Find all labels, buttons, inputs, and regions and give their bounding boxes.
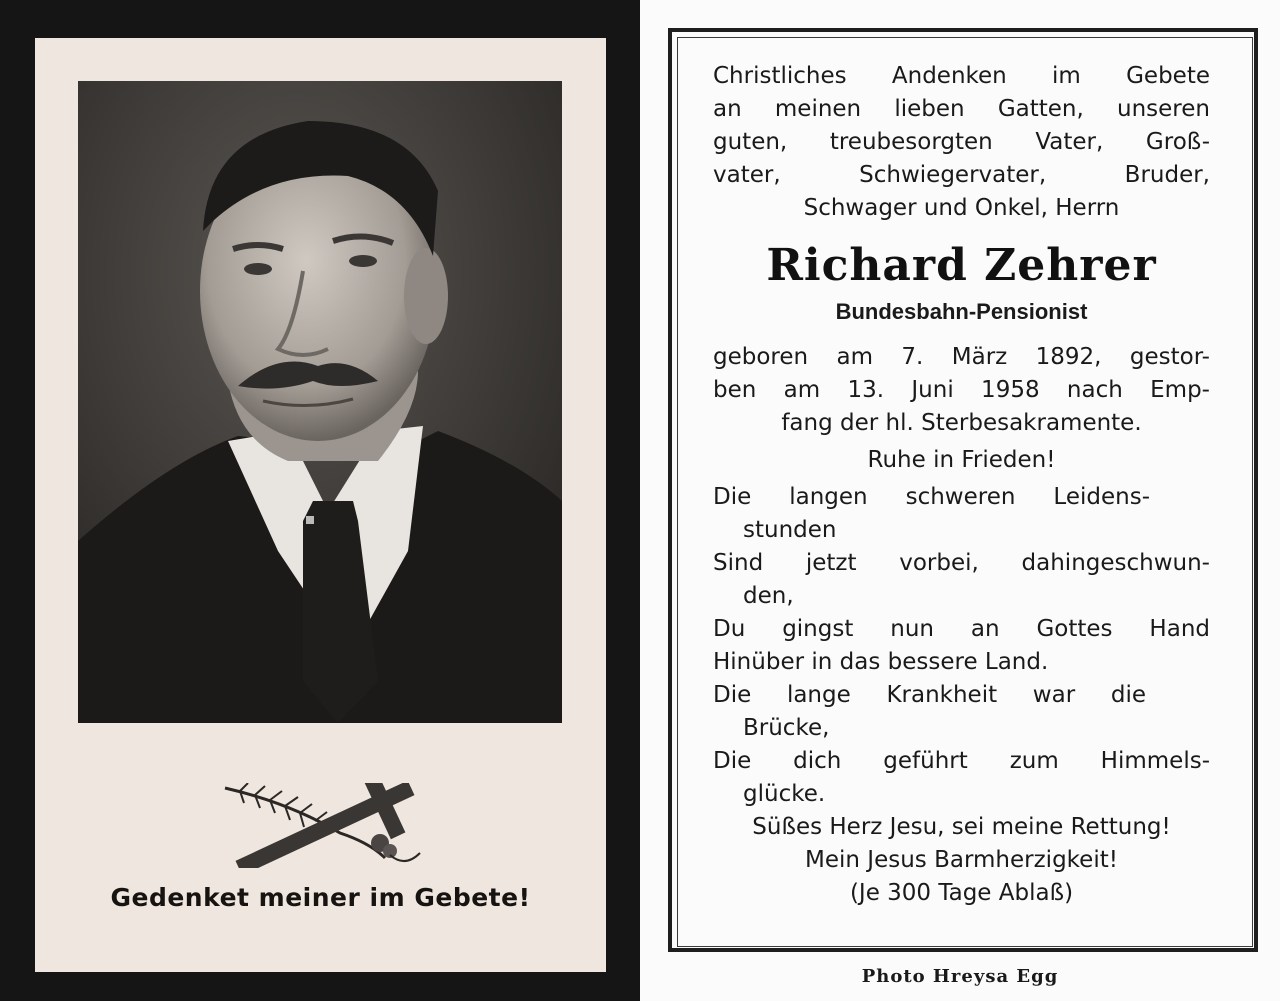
profession: Bundesbahn-Pensionist: [835, 299, 1088, 324]
poem-line: Brücke,: [743, 715, 830, 741]
poem-line: den,: [743, 583, 794, 609]
card-front-paper: [35, 38, 606, 972]
dates-line: geboren am 7. März 1892, gestor-: [713, 344, 1210, 370]
intro-line: an meinen lieben Gatten, unseren: [713, 96, 1210, 122]
poem-line: Die lange Krankheit war die: [713, 682, 1146, 708]
poem-line: glücke.: [743, 781, 826, 807]
poem-line: stunden: [743, 517, 837, 543]
intro-line: Schwager und Onkel, Herrn: [803, 195, 1120, 221]
prayer-line: Mein Jesus Barmherzigkeit!: [805, 847, 1118, 873]
memorial-card-back: [640, 0, 1280, 1001]
cross-and-palm-icon: [220, 783, 430, 868]
poem-line: Die langen schweren Leidens-: [713, 484, 1150, 510]
dates-line: fang der hl. Sterbesakramente.: [781, 410, 1142, 436]
dates-line: ben am 13. Juni 1958 nach Emp-: [713, 377, 1210, 403]
poem-line: Du gingst nun an Gottes Hand: [713, 616, 1210, 642]
front-caption: Gedenket meiner im Gebete!: [110, 883, 531, 912]
poem-line: Sind jetzt vorbei, dahingeschwun-: [713, 550, 1210, 576]
poem-line: Hinüber in das bessere Land.: [713, 649, 1049, 675]
deceased-name: Richard Zehrer: [766, 240, 1157, 291]
intro-line: guten, treubesorgten Vater, Groß-: [713, 129, 1210, 155]
memorial-text: [713, 60, 1210, 910]
intro-line: vater, Schwiegervater, Bruder,: [713, 162, 1210, 188]
poem-line: Die dich geführt zum Himmels-: [713, 748, 1210, 774]
intro-line: Christliches Andenken im Gebete: [713, 63, 1210, 89]
rest-in-peace: Ruhe in Frieden!: [867, 447, 1056, 473]
photo-credit: Photo Hreysa Egg: [861, 966, 1059, 987]
prayer-line: Süßes Herz Jesu, sei meine Rettung!: [752, 814, 1171, 840]
portrait-photo: [78, 81, 562, 723]
indulgence-line: (Je 300 Tage Ablaß): [849, 880, 1074, 906]
